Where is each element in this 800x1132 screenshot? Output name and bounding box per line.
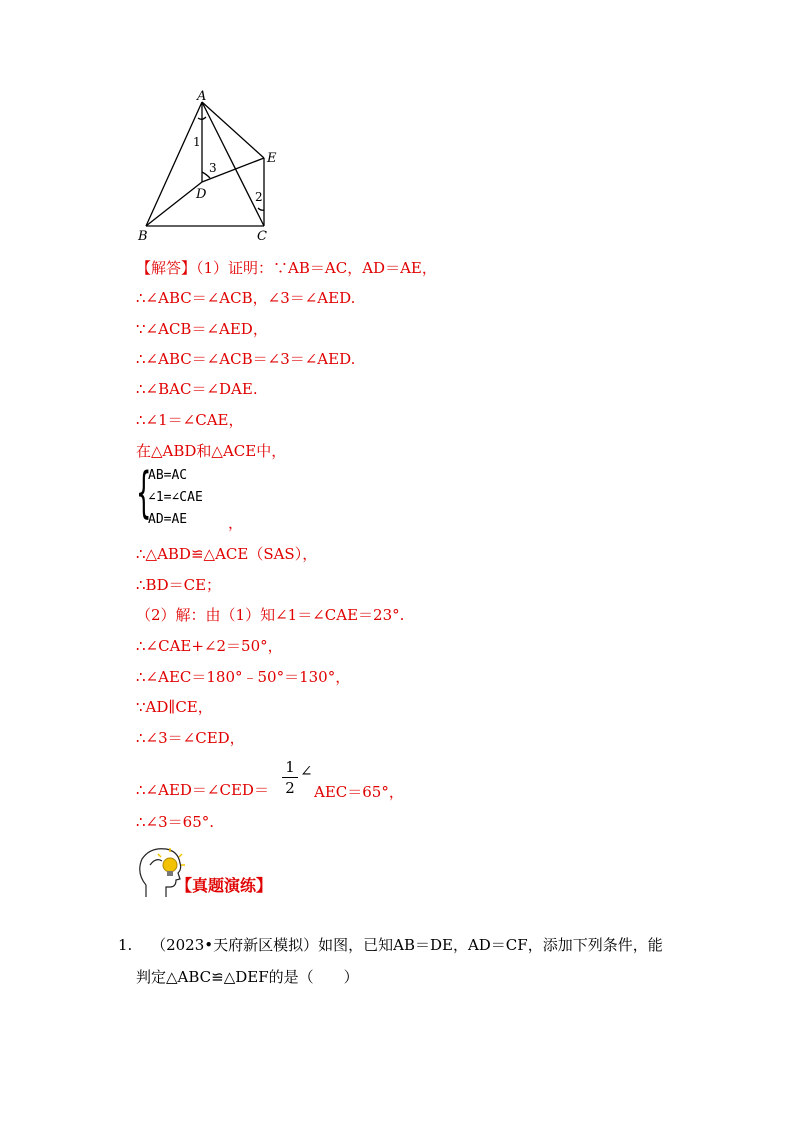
- solution-line-6: ∴∠1＝∠CAE，: [136, 411, 244, 429]
- angle-label-3: 3: [209, 161, 217, 175]
- fraction-bar: [282, 777, 298, 778]
- fraction-half: [282, 758, 298, 797]
- geometry-figure: [130, 90, 290, 250]
- question-line-2: 判定△ABC≌△DEF的是（ ）: [136, 968, 359, 986]
- solution-line-7: 在△ABD和△ACE中，: [136, 442, 287, 460]
- solution-line-8: ∴△ABD≌△ACE（SAS），: [136, 545, 318, 563]
- label-b: B: [138, 229, 148, 244]
- left-brace: {: [136, 461, 152, 524]
- solution-line-2: ∴∠ABC＝∠ACB，∠3＝∠AED.: [136, 289, 356, 307]
- question-line-1: [118, 934, 663, 955]
- equation-system: [136, 461, 336, 532]
- fraction-numerator: 1: [285, 758, 295, 776]
- segment-ae: [202, 102, 264, 158]
- label-c: C: [257, 229, 267, 244]
- solution-line-14: ∴∠3＝∠CED，: [136, 729, 245, 747]
- question-number: 1.: [118, 936, 133, 954]
- label-e: E: [267, 151, 277, 166]
- solution-line-3: ∵∠ACB＝∠AED，: [136, 320, 268, 338]
- system-comma: ，: [228, 514, 244, 532]
- lightbulb-icon: [158, 848, 185, 876]
- solution-line-15-end: AEC＝65°，: [314, 783, 404, 801]
- solution-line-9: ∴BD＝CE；: [136, 576, 222, 594]
- segment-bd: [146, 182, 202, 226]
- solution-line-1: 【解答】（1）证明：∵AB＝AC，AD＝AE，: [136, 259, 437, 277]
- label-a: A: [197, 90, 207, 104]
- solution-line-16: ∴∠3＝65°.: [136, 813, 215, 831]
- solution-line-12: ∴∠AEC＝180°﹣50°＝130°，: [136, 668, 351, 686]
- label-d: D: [196, 187, 207, 202]
- solution-line-4: ∴∠ABC＝∠ACB＝∠3＝∠AED.: [136, 350, 356, 368]
- solution-line-5: ∴∠BAC＝∠DAE.: [136, 380, 258, 398]
- segment-ab: [146, 102, 202, 226]
- system-row-3: AD=AE: [148, 512, 188, 527]
- system-row-2: ∠1=∠CAE: [148, 490, 203, 505]
- angle-symbol: ∠: [300, 762, 313, 780]
- angle-label-2: 2: [255, 190, 263, 204]
- solution-line-15: ∴∠AED＝∠CED＝: [136, 781, 269, 799]
- solution-line-11: ∴∠CAE+∠2＝50°，: [136, 637, 283, 655]
- question-text-1: （2023•天府新区模拟）如图，已知AB＝DE，AD＝CF，添加下列条件，能: [151, 936, 663, 954]
- angle-label-1: 1: [193, 135, 201, 149]
- angle-arc-2: [258, 208, 264, 210]
- fraction-denominator: 2: [285, 779, 295, 797]
- system-row-1: AB=AC: [148, 468, 188, 483]
- solution-line-10: （2）解：由（1）知∠1＝∠CAE＝23°.: [136, 606, 405, 624]
- section-banner-title: 【真题演练】: [176, 876, 273, 895]
- solution-line-13: ∵AD∥CE，: [136, 698, 213, 716]
